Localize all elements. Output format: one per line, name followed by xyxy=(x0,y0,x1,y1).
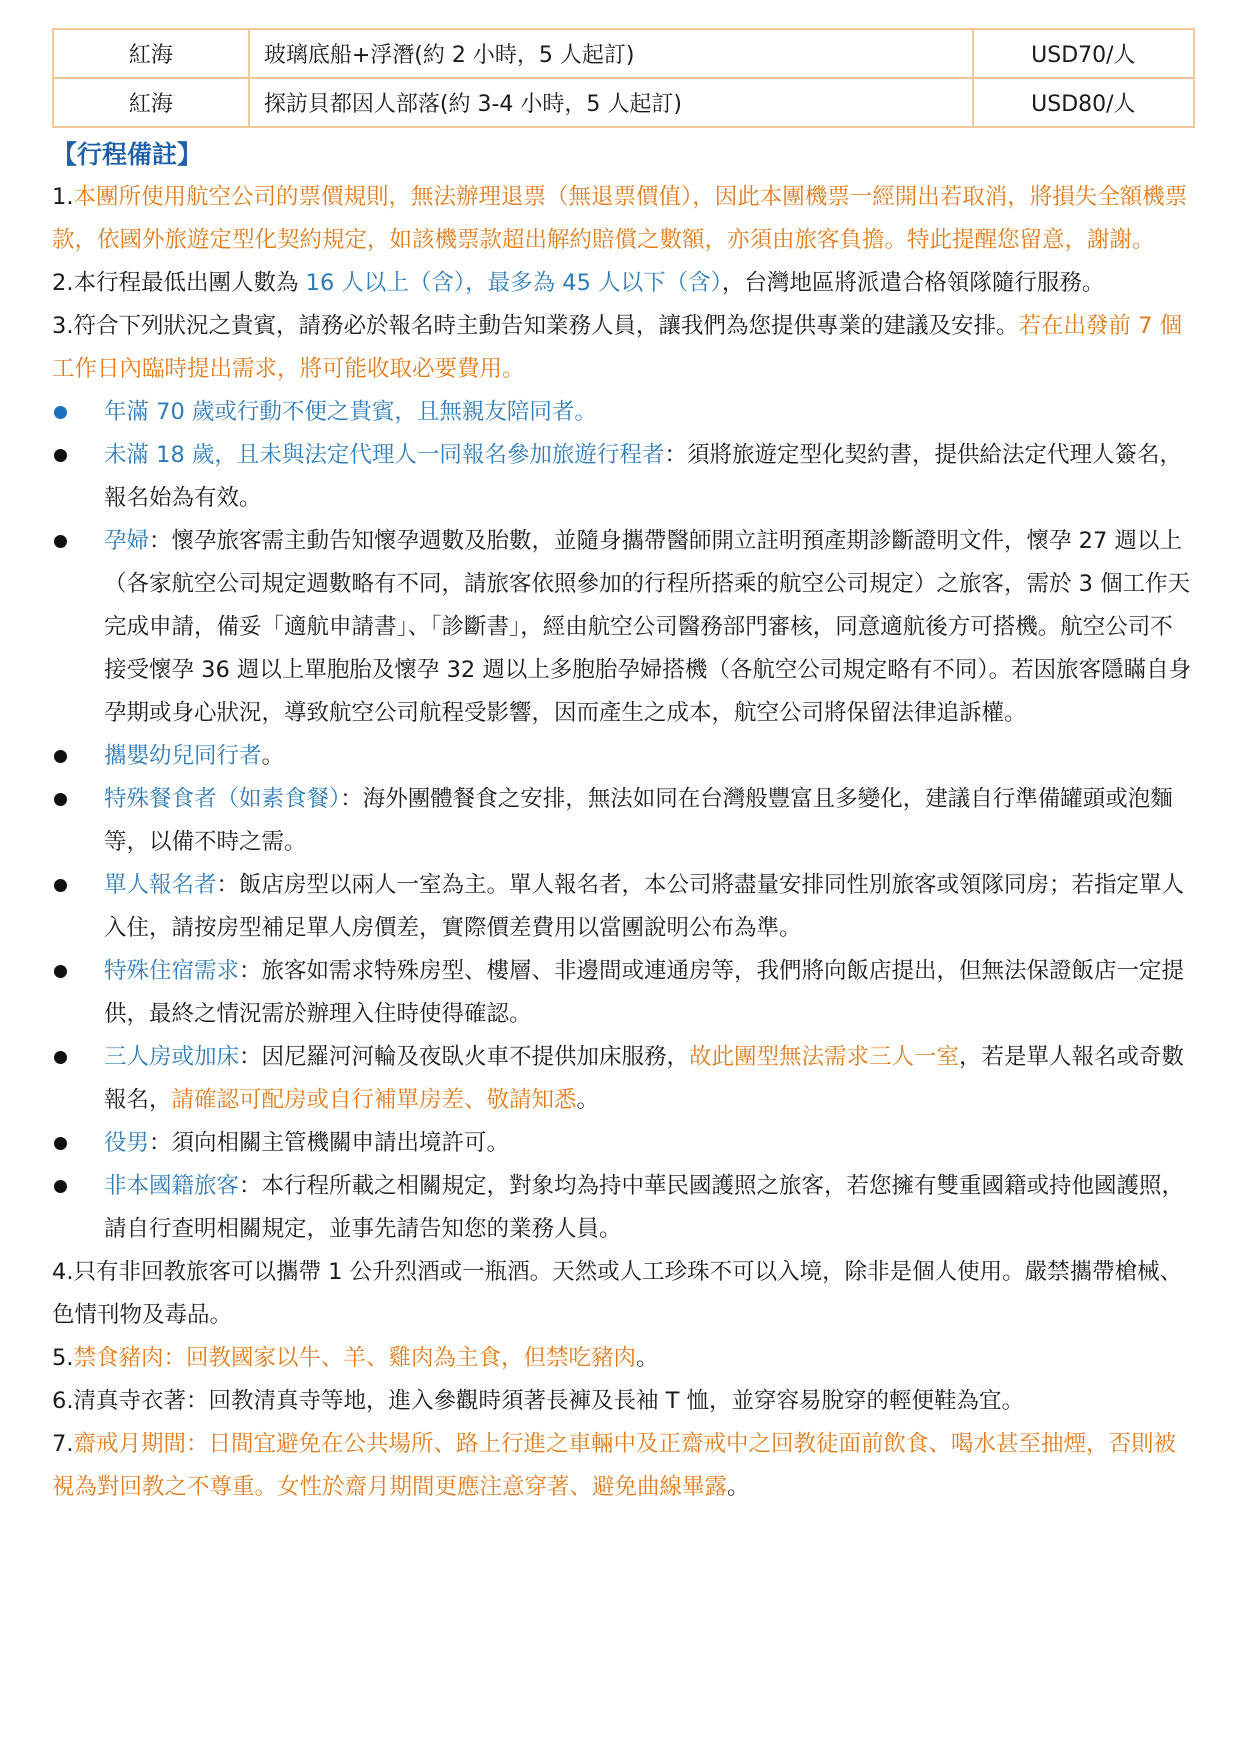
note-text: 。 xyxy=(635,1345,659,1371)
note-highlight: 若在出發前 7 個工作日內臨時提出需求，將可能收取必要費用。 xyxy=(52,313,1183,382)
note-2 xyxy=(52,262,1192,305)
item-text: ：須將旅遊定型化契約書，提供給法定代理人簽名，報名始為有效。 xyxy=(104,442,1182,511)
item-text: ：懷孕旅客需主動告知懷孕週數及胎數，並隨身攜帶醫師開立註明預產期診斷證明文件，懷孕 27 週以上（各家航空公司規定週數略有不同，請旅客依照參加的行程所搭乘的航空公司規定）之旅客，需於 3 個工作天完成申請，備妥「適航申請書」、「診斷書」，經由航空公司醫務部門審核，同意適航後方可搭機。航空公司不接受懷孕 36 週以上單胞胎及懷孕 32 週以上多胞胎孕婦搭機（各航空公司規定略有不同）。若因旅客隱瞞自身孕期或身心狀況，導致航空公司航程受影響，因而產生之成本，航空公司將保留法律追訴權。 xyxy=(104,528,1192,726)
note-1 xyxy=(52,176,1192,262)
bullet-icon xyxy=(54,449,67,462)
special-cases-list xyxy=(52,391,1192,1251)
item-text: ：海外團體餐食之安排，無法如同在台灣般豐富且多變化，建議自行準備罐頭或泡麵等，以備不時之需。 xyxy=(104,786,1173,855)
note-4: 4.只有非回教旅客可以攜帶 1 公升烈酒或一瓶酒。天然或人工珍珠不可以入境，除非是個人使用。嚴禁攜帶槍械、色情刊物及毒品。 xyxy=(52,1259,1183,1328)
price-cell: USD70/人 xyxy=(973,29,1194,78)
notes-heading: 【行程備註】 xyxy=(52,140,203,169)
list-item xyxy=(52,520,1192,735)
item-label: 攜嬰幼兒同行者 xyxy=(104,743,262,769)
item-label: 非本國籍旅客 xyxy=(104,1173,240,1199)
note-5 xyxy=(52,1337,1192,1380)
bullet-icon xyxy=(54,750,67,763)
note-text: ，台灣地區將派遣合格領隊隨行服務。 xyxy=(721,270,1105,296)
note-text: 3.符合下列狀況之貴賓，請務必於報名時主動告知業務人員，讓我們為您提供專業的建議及安排。 xyxy=(52,313,1019,339)
table-row xyxy=(53,29,1194,78)
item-text: 。 xyxy=(576,1087,600,1113)
bullet-icon xyxy=(54,1137,67,1150)
item-text: ：本行程所載之相關規定，對象均為持中華民國護照之旅客，若您擁有雙重國籍或持他國護照，請自行查明相關規定，並事先請告知您的業務人員。 xyxy=(104,1173,1185,1242)
bullet-icon xyxy=(54,965,67,978)
note-text: 2.本行程最低出團人數為 xyxy=(52,270,306,296)
note-6: 6.清真寺衣著：回教清真寺等地，進入參觀時須著長褲及長袖 T 恤，並穿容易脫穿的輕便鞋為宜。 xyxy=(52,1388,1025,1414)
bullet-icon xyxy=(54,406,67,419)
note-3 xyxy=(52,305,1192,391)
price-cell: USD80/人 xyxy=(973,78,1194,127)
note-text: 禁食豬肉：回教國家以牛、羊、雞肉為主食，但禁吃豬肉 xyxy=(73,1345,636,1371)
item-label: 三人房或加床 xyxy=(104,1044,240,1070)
note-number: 5. xyxy=(52,1345,74,1371)
item-text: ：旅客如需求特殊房型、樓層、非邊間或連通房等，我們將向飯店提出，但無法保證飯店一定提供，最終之情況需於辦理入住時使得確認。 xyxy=(104,958,1185,1027)
note-text: 。 xyxy=(727,1474,750,1500)
item-highlight: 請確認可配房或自行補單房差、敬請知悉 xyxy=(171,1087,577,1113)
item-label: 役男 xyxy=(104,1130,150,1156)
area-cell: 紅海 xyxy=(53,29,249,78)
item-text: 。 xyxy=(261,743,285,769)
item-label: 未滿 18 歲，且未與法定代理人一同報名參加旅遊行程者 xyxy=(104,442,665,468)
bullet-icon xyxy=(54,1180,67,1193)
bullet-icon xyxy=(54,793,67,806)
bullet-icon xyxy=(54,879,67,892)
item-label: 孕婦 xyxy=(104,528,150,554)
document-page xyxy=(52,28,1192,1509)
list-item xyxy=(52,391,1192,434)
list-item xyxy=(52,1165,1192,1251)
item-cell: 探訪貝都因人部落(約 3-4 小時，5 人起訂) xyxy=(249,78,973,127)
table-row xyxy=(53,78,1194,127)
item-text: ：飯店房型以兩人一室為主。單人報名者，本公司將盡量安排同性別旅客或領隊同房；若指定單人入住，請按房型補足單人房價差，實際價差費用以當團說明公布為準。 xyxy=(104,872,1185,941)
list-item xyxy=(52,434,1192,520)
bullet-icon xyxy=(54,1051,67,1064)
list-item xyxy=(52,950,1192,1036)
note-number: 1. xyxy=(52,184,74,210)
note-text: 齋戒月期間：日間宜避免在公共場所、路上行進之車輛中及正齋戒中之回教徒面前飲食、喝水甚至抽煙，否則被視為對回教之不尊重。女性於齋月期間更應注意穿著、避免曲線畢露 xyxy=(52,1431,1176,1500)
bullet-icon xyxy=(54,535,67,548)
item-label: 特殊住宿需求 xyxy=(104,958,240,984)
note-7 xyxy=(52,1423,1192,1509)
item-text: ，若是單人報名或奇數報名， xyxy=(104,1044,1185,1113)
list-item xyxy=(52,778,1192,864)
optional-tours-table xyxy=(52,28,1195,128)
area-cell: 紅海 xyxy=(53,78,249,127)
item-label: 特殊餐食者（如素食餐） xyxy=(104,786,341,812)
list-item xyxy=(52,735,1192,778)
item-highlight: 故此團型無法需求三人一室 xyxy=(689,1044,960,1070)
item-cell: 玻璃底船+浮潛(約 2 小時，5 人起訂) xyxy=(249,29,973,78)
item-text: ：因尼羅河河輪及夜臥火車不提供加床服務， xyxy=(239,1044,690,1070)
item-label: 單人報名者 xyxy=(104,872,217,898)
list-item xyxy=(52,864,1192,950)
list-item xyxy=(52,1122,1192,1165)
list-item xyxy=(52,1036,1192,1122)
note-highlight: 16 人以上（含），最多為 45 人以下（含） xyxy=(305,270,722,296)
note-number: 7. xyxy=(52,1431,74,1457)
item-label: 年滿 70 歲或行動不便之貴賓，且無親友陪同者。 xyxy=(104,399,597,425)
note-text: 本團所使用航空公司的票價規則，無法辦理退票（無退票價值），因此本團機票一經開出若取消，將損失全額機票款，依國外旅遊定型化契約規定，如該機票款超出解約賠償之數額，亦須由旅客負擔。特此提醒您留意，謝謝。 xyxy=(52,184,1188,253)
item-text: ：須向相關主管機關申請出境許可。 xyxy=(149,1130,510,1156)
